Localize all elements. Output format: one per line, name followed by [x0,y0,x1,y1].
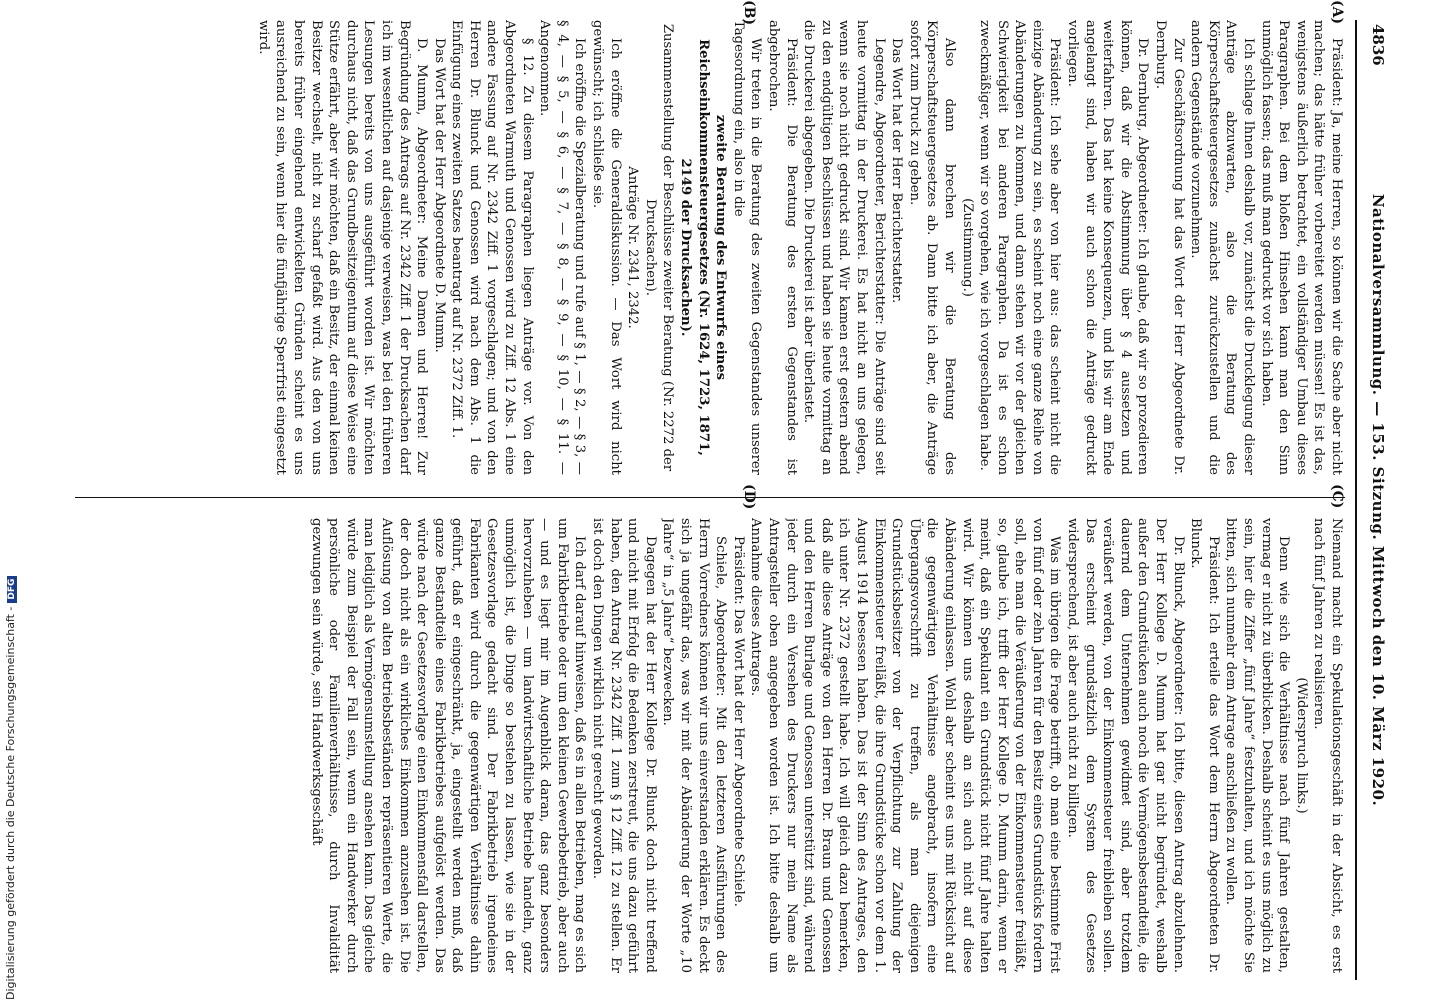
page-header [1355,20,1397,980]
right-column [75,518,1345,973]
paragraph: Niemand macht ein Spekulationsgeschäft in der Absicht, es erst nach fünf Jahren zu realisieren. [1311,518,1344,973]
paragraph: Ich eröffne die Spezialberatung und rufe auf § 1, — § 2, — § 3, — § 4, — § 5, — § 6, — § 7, — § 8, — § 9, — § 10, — § 11. — Angenommen. [537,20,588,475]
paragraph: Also dann brechen wir die Beratung des Körperschaftsteuergesetzes ab. Dann bitte ich aber, die Anträge sofort zum Druck zu geben. [906,20,957,475]
rotated-page-content [57,0,1397,980]
paragraph: Dr. Dernburg, Abgeordneter: Ich glaube, daß wir so prozedieren können, daß wir die Abstimmung über § 4 aussetzen und weiterfahren. Das hat keine Konsequenzen, und bis wir am Ende angelangt sind, haben wir auch schon die Anträge gedruckt vorliegen. [1065,20,1151,475]
paragraph: Präsident: Ich sehe aber von hier aus: das scheint nicht die einzige Abänderung zu sein, es scheint noch eine ganze Reihe von Abänderungen zu kommen, und dann stehen wir vor der gleichen Schwierigkeit bei anderen Paragraphen. Da ist es schon zweckmäßiger, wenn wir so vorgehen, wie ich vorgeschlagen habe. [977,20,1063,475]
paragraph: Denn wie sich die Verhältnisse nach fünf Jahren gestalten, vermag er nicht zu überblicken. Deshalb scheint es uns möglich zu sein, hier die Ziffer „fünf Jahre“ festzuhalten, und ich möchte Sie bitten, sich nunmehr dem Antrage anschließen zu wollen. [1223,518,1292,973]
margin-marker-a: (A) [1329,0,1345,25]
paragraph: Wir treten in die Beratung des zweiten Gegenstandes unserer Tagesordnung ein, also in die [730,20,764,475]
dfg-logo: DFG [7,576,17,603]
paragraph: Das Wort hat der Herr Abgeordnete D. Mumm. [431,38,447,353]
paragraph: Was im übrigen die Frage betrifft, ob man eine bestimmte Frist von fünf oder zehn Jahren für den Besitz eines Grundstücks fordern soll, ehe man die Veräußerung von der Einkommensteuer freiläßt, so, glaube ich, trifft der Herr Kollege D. Mumm darin, wenn er meint, daß ein Spekulant ein Grundstück nicht fünf Jahre halten wird. Wir können uns deshalb an sich auch nicht auf diese Abänderung einlassen. Wohl aber scheint es uns mit Rücksicht auf die gegenwärtigen Verhältnisse angebracht, insofern eine Übergangsvorschrift zu treffen, als man diejenigen Grundstücksbesitzer von der Verpflichtung zur Zahlung der Einkommensteuer freiläßt, die ihre Grundstücke schon vor dem 1. August 1914 besessen haben. Das ist der Sinn des Antrages, den ich unter Nr. 2372 gestellt habe. Ich will gleich dazu bemerken, daß alle diese Anträge von den Herren Dr. Braun und Genossen und den Herren Burlage und Genossen unterstützt sind, während jeder durch ein Versehen des Druckers nur mein Name als Antragsteller oben angegeben worden ist. Ich bitte deshalb um Annahme dieses Antrages. [748,518,1063,973]
paragraph: Dr. Blunck, Abgeordneter: Ich bitte, diesen Antrag abzulehnen. Der Herr Kollege D. Mumm hat gar nicht begründet, weshalb außer den Grundstücken auch noch die Vermögensbestandteile, die dauernd dem Unternehmen gewidmet sind, aber trotzdem veräußert werden, von der Einkommensteuer freibleiben sollen. Das erscheint grundsätzlich dem System des Gesetzes widersprechend, ist aber auch nicht zu billigen. [1065,518,1186,973]
paragraph: Ich eröffne die Generaldiskussion. — Das Wort wird nicht gewünscht; ich schließe sie. [590,20,623,475]
page-number: 4836 [1369,24,1387,66]
margin-marker-b: (B) [741,0,757,26]
paragraph: Dagegen hat der Herr Kollege Dr. Blunck doch nicht treffend und nicht mit Erfolg die Bedenken zerstreut, die uns dazu geführt haben, den Antrag Nr. 2342 Ziff. 1 zum § 12 Ziff. 12 zu stellen. Er ist doch den Dingen wirklich nicht gerecht geworden. [590,518,658,973]
paragraph: Präsident: Ich erteile das Wort dem Herrn Abgeordneten Dr. Blunck. [1188,518,1221,973]
left-column [75,20,1345,475]
column-divider [75,497,1345,498]
margin-marker-c: (C) [1329,484,1345,509]
paragraph: Ich darf darauf hinweisen, daß es in allen Betrieben, mag es sich um Fabrikbetriebe oder um den kleinen Gewerbebetrieb, aber auch — und es liegt mir im Augenblick daran, das ganz besonders hervorzuheben — um landwirtschaftliche Betriebe handeln, ganz unmöglich ist, die Dinge so bestehen zu lassen, wie sie in der Gesetzesvorlage gedacht sind. Der Fabrikbetrieb irgendeines Fabrikanten wird durch die gegenwärtigen Verhältnisse dahin geführt, daß er eingeschränkt, ja, eingestellt werden muß, daß ganze Bestandteile eines Fabrikbetriebes aufgelöst werden. Das würde nach der Gesetzesvorlage einen Einkommensfall darstellen, der doch nicht als ein wirkliches Einkommen anzusehen ist. Die Auflösung von alten Betriebsbeständen repräsentieren Werte, die man lediglich als Vermögensumstellung ansehen kann. Das gleiche würde zum Beispiel der Fall sein, wenn ein Handwerker durch persönliche oder Familienverhältnisse, durch Invalidität gezwungen sein würde, sein Handwerksgeschäft [308,518,588,973]
paragraph: Ich schlage Ihnen deshalb vor, zunächst die Drucklegung dieser Anträge abzuwarten, also die Beratung des Körperschaftsteuergesetzes zunächst zurückzustellen und die andern Gegenstände vorzunehmen. [1188,20,1257,475]
funding-text: Digitalisierung gefördert durch die Deutsche Forschungsgemeinschaft - [4,606,17,1000]
paragraph: Präsident: Das Wort hat der Herr Abgeordnete Schiele. [730,536,746,907]
paragraph: Schiele, Abgeordneter: Mit den letzteren Ausführungen des Herrn Vorredners können wir uns einverstanden erklären. Es deckt sich ja ungefähr das, was wir mit der Abänderung der Worte „10 Jahre“ in „5 Jahre“ bezwecken. [660,518,729,973]
paragraph: (Zustimmung.) [959,198,975,297]
paragraph: (Widerspruch links.) [1293,677,1309,814]
paragraph: Präsident: Die Beratung des ersten Gegenstandes ist abgebrochen. [766,20,799,475]
paragraph: Legendre, Abgeordneter, Berichterstatter: Die Anträge sind seit heute vormittag in der Druckerei. Es hat nicht an uns gelegen, wenn sie noch nicht gedruckt sind. Wir kamen erst gestern abend zu den endgültigen Beschlüssen und haben sie heute vormittag an die Druckerei abgegeben. Die Druckerei ist aber überlastet. [801,20,887,475]
paragraph: Zur Geschäftsordnung hat das Wort der Herr Abgeordnete Dr. Dernburg. [1153,20,1186,475]
paragraph: Präsident: Ja, meine Herren, so können wir die Sache aber nicht machen; das hätte früher vorbereitet werden müssen! Es ist das, wenigstens äußerlich betrachtet, ein vollständiger Umbau dieses Paragraphen. Bei dem bloßen Hinsehen kann man den Sinn unmöglich fassen; das muß man gedruckt vor sich haben. [1258,20,1344,475]
agenda-item-heading: zweite Beratung des Entwurfs eines Reichseinkommensteuergesetzes (Nr. 1624, 1723, 1871, 2149 der Drucksachen). [678,39,729,456]
funding-note [4,576,17,1000]
paragraph: D. Mumm, Abgeordneter: Meine Damen und Herren! Zur Begründung des Antrags auf Nr. 2342 Ziff. 1 der Drucksachen darf ich im wesentlichen auf dasjenige verweisen, was bei den früheren Lesungen bereits von uns ausgeführt worden ist. Wir möchten durchaus nicht, daß das Grundbesitzeigentum auf diese Weise eine Stütze erfährt, aber wir möchten, daß ein Besitz, der einmal keinen Besitzer wechselt, nicht zu scharf gefaßt wird. Aus den von uns bereits früher eingehend entwickelten Gründen scheint es uns ausreichend zu sein, wenn hier die fünfjährige Sperrfrist eingesetzt wird. [255,20,430,475]
paragraph: Zusammenstellung der Beschlüsse zweiter Beratung (Nr. 2272 der Drucksachen). [642,23,676,472]
margin-marker-d: (D) [741,484,757,510]
page-title: Nationalversammlung. — 153. Sitzung. Mittwoch den 10. März 1920. [1369,193,1387,807]
paragraph: § 12. Zu diesem Paragraphen liegen Anträge vor. Von den Abgeordneten Warmuth und Genossen wird zu Ziff. 12 Abs. 1 eine andere Fassung auf Nr. 2342 Ziff. 1 vorgeschlagen; und von den Herren Dr. Blunck und Genossen wird nach dem Abs. 1 die Einfügung eines zweiten Satzes beantragt auf Nr. 2372 Ziff. 1. [449,20,535,475]
paragraph: Anträge Nr. 2341, 2342. [625,166,641,329]
paragraph: Das Wort hat der Herr Berichterstatter. [889,38,905,304]
